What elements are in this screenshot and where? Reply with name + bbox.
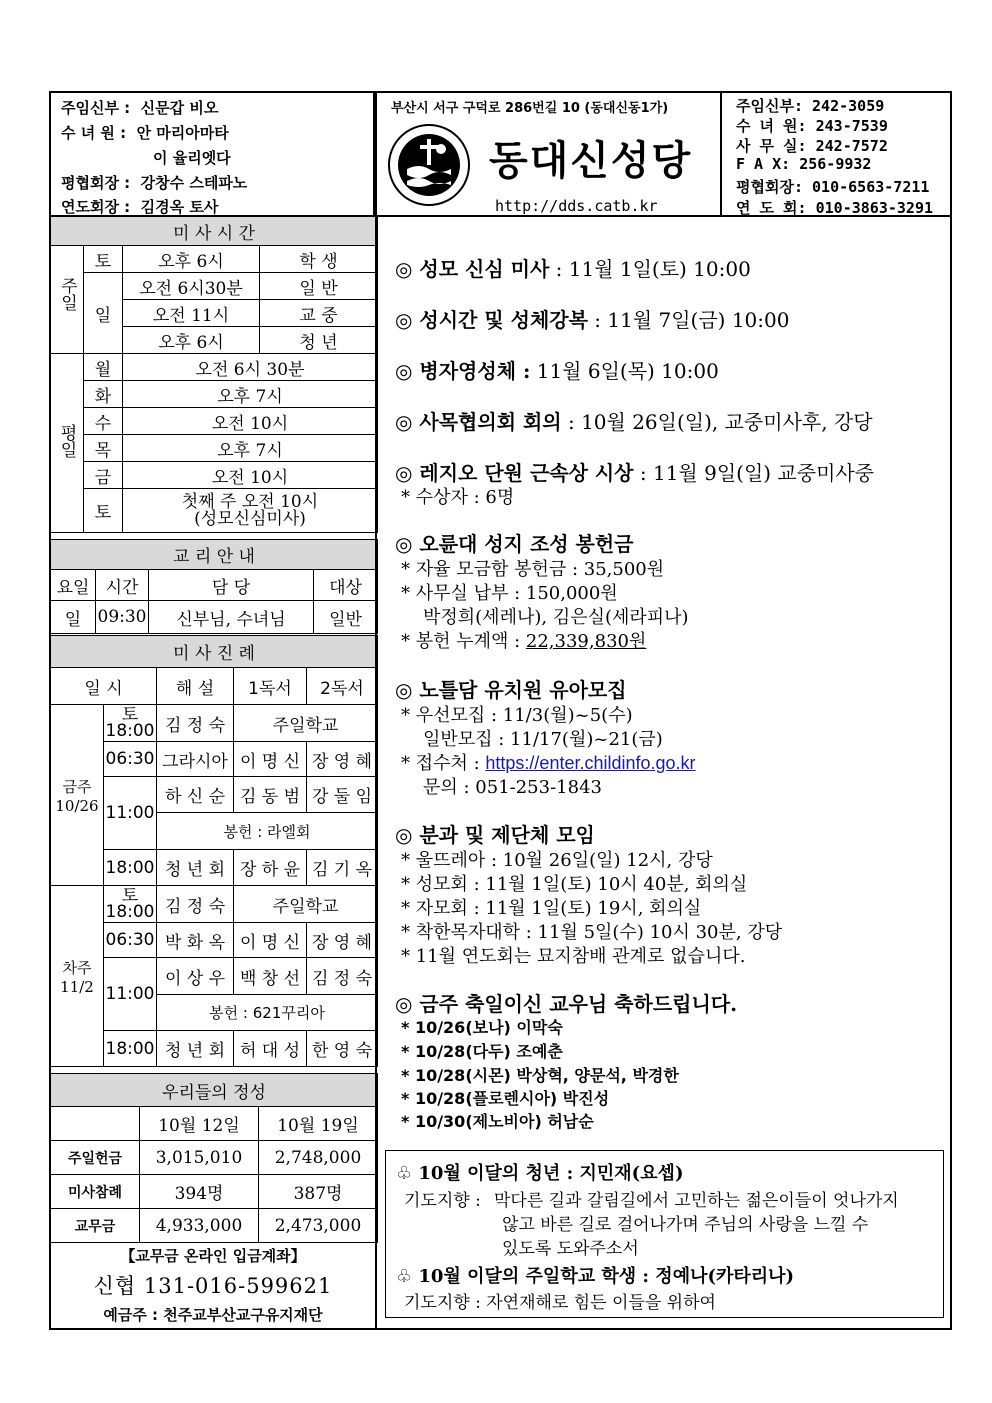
role-reader2: 한 영 숙	[307, 1031, 378, 1067]
mass-day: 금	[84, 462, 123, 489]
role-commentator: 하 신 순	[157, 777, 234, 813]
phone-row	[736, 115, 888, 136]
staff-label: 주임신부 :	[61, 99, 131, 117]
offerings-label: 미사참례	[51, 1175, 140, 1209]
church-logo-icon	[387, 123, 471, 207]
notice-title: ◎ 성시간 및 성체강복	[395, 308, 588, 332]
student-title: ♧ 10월 이달의 주일학교 학생 : 정예나(카타리나)	[396, 1266, 795, 1287]
phone-label: F A X	[736, 155, 782, 173]
notice-title: ◎ 사목협의회 회의	[395, 410, 562, 434]
staff-row	[153, 147, 231, 168]
phone-number: : 243-7539	[797, 117, 888, 135]
groups-line: * 착한목자대학 : 11월 5일(수) 10시 30분, 강당	[401, 922, 783, 943]
phone-number: : 242-7572	[797, 137, 888, 155]
notice-item	[395, 406, 873, 435]
groups-line: * 자모회 : 11월 1일(토) 19시, 회의실	[401, 898, 702, 919]
week-date: 11/2	[60, 977, 94, 996]
mass-time	[123, 489, 378, 533]
mass-day: 토	[84, 246, 123, 273]
groups-title: ◎ 분과 및 제단체 모임	[395, 823, 595, 847]
role-reader2: 김 정 숙	[307, 958, 378, 995]
staff-row	[61, 97, 218, 118]
staff-label: 연도회장 :	[61, 198, 131, 216]
phone-number: : 242-3059	[793, 97, 885, 115]
roles-header: 해 설	[157, 668, 234, 705]
role-commentator: 청 년 회	[157, 1031, 234, 1067]
weekday-label	[51, 354, 84, 533]
notice-title: ◎ 병자영성체 :	[395, 359, 531, 383]
phone-row	[736, 95, 884, 116]
kindergarten-line	[401, 749, 696, 775]
week-label-text: 금주	[62, 777, 92, 796]
role-time-text: 18:00	[105, 902, 155, 922]
catechism-cell: 일	[51, 601, 96, 634]
roles-header: 1독서	[234, 668, 307, 705]
notice-text: : 11월 9일(일) 교중미사중	[633, 461, 875, 485]
oryundae-line	[401, 627, 646, 653]
role-offering: 봉헌 : 621꾸리아	[157, 995, 378, 1031]
phone-row	[736, 155, 871, 173]
feast-line: * 10/26(보나) 이막숙	[401, 1018, 563, 1037]
role-offering: 봉헌 : 라엘회	[157, 813, 378, 850]
phone-number: : 010-3863-3291	[797, 199, 934, 217]
phone-label: 연 도 회	[736, 199, 798, 217]
phone-number: : 256-9932	[781, 155, 872, 173]
role-commentator: 그라시아	[157, 742, 234, 777]
mass-time-note: (성모신심미사)	[194, 508, 306, 529]
notice-item	[395, 304, 789, 333]
account-holder: 예금주 : 천주교부산교구유지재단	[103, 1306, 323, 1324]
mass-target: 청 년	[260, 327, 378, 354]
groups-line: * 울뜨레아 : 10월 26일(일) 12시, 강당	[401, 850, 713, 871]
staff-value: 신문갑 비오	[140, 99, 219, 117]
role-time: 18:00	[104, 850, 157, 886]
kindergarten-line: 문의 : 051-253-1843	[423, 777, 602, 798]
youth-prayer-line: 않고 바른 길로 걸어나가며 주님의 사랑을 느낄 수	[502, 1215, 869, 1235]
role-reader2: 김 기 옥	[307, 850, 378, 886]
mass-time: 오전 6시30분	[123, 273, 260, 300]
mass-roles-table	[50, 635, 378, 1067]
mass-time: 오전 6시 30분	[123, 354, 378, 381]
staff-value: 강창수 스테파노	[140, 174, 248, 192]
kindergarten-title: ◎ 노틀담 유치원 유아모집	[395, 678, 627, 702]
offerings-label: 주일헌금	[51, 1141, 140, 1175]
mass-target: 일 반	[260, 273, 378, 300]
church-url[interactable]: http://dds.catb.kr	[495, 197, 658, 215]
phone-label: 주임신부	[736, 97, 794, 115]
role-reader1: 허 대 성	[234, 1031, 307, 1067]
role-time	[104, 886, 157, 923]
mass-day: 화	[84, 381, 123, 408]
mass-time: 오후 6시	[123, 327, 260, 354]
staff-value: 이 율리엣다	[153, 149, 231, 167]
offerings-value: 4,933,000	[140, 1209, 259, 1243]
monthly-box	[385, 1150, 944, 1318]
legio-sub: * 수상자 : 6명	[401, 487, 515, 508]
notice-title: ◎ 레지오 단원 근속상 시상	[395, 461, 634, 485]
mass-time: 오후 7시	[123, 381, 378, 408]
offerings-value: 2,473,000	[259, 1209, 378, 1243]
phone-label: 수 녀 원	[736, 117, 798, 135]
offerings-date: 10월 19일	[259, 1107, 378, 1141]
role-readers: 주일학교	[234, 886, 378, 923]
staff-label: 평협회장 :	[61, 174, 131, 192]
role-reader1: 백 창 선	[234, 958, 307, 995]
feast-line: * 10/28(다두) 조예춘	[401, 1042, 563, 1061]
mass-target: 교 중	[260, 300, 378, 327]
mass-time: 오후 7시	[123, 435, 378, 462]
staff-value: 김경옥 토사	[140, 198, 219, 216]
catechism-header: 담 당	[149, 570, 314, 601]
kindergarten-line: * 우선모집 : 11/3(월)~5(수)	[401, 705, 633, 726]
groups-line: * 11월 연도회는 묘지참배 관계로 없습니다.	[401, 946, 746, 967]
oryundae-title: ◎ 오륜대 성지 조성 봉헌금	[395, 532, 634, 556]
header-left-box	[49, 91, 375, 217]
mass-time-text: 첫째 주 오전 10시	[181, 491, 319, 512]
role-reader1: 이 명 신	[234, 923, 307, 958]
feast-line: * 10/28(플로렌시아) 박진성	[401, 1089, 610, 1108]
role-day: 토	[121, 705, 139, 725]
catechism-header: 시간	[96, 570, 149, 601]
right-column	[375, 215, 952, 1330]
role-reader1: 김 동 범	[234, 777, 307, 813]
mass-time: 오전 10시	[123, 462, 378, 489]
notice-text: : 11월 7일(금) 10:00	[587, 308, 790, 332]
roles-header: 일 시	[51, 668, 157, 705]
staff-row	[61, 196, 218, 217]
notice-item	[395, 457, 874, 486]
oryundae-line: 박정희(세레나), 김은실(세라피나)	[423, 607, 689, 628]
oryundae-total-label: * 봉헌 누계액 :	[401, 631, 526, 652]
offerings-date: 10월 12일	[140, 1107, 259, 1141]
groups-line: * 성모회 : 11월 1일(토) 10시 40분, 회의실	[401, 874, 748, 895]
youth-prayer-line: 막다른 길과 갈림길에서 고민하는 젊은이들이 엇나가지	[494, 1191, 899, 1211]
roles-header: 2독서	[307, 668, 378, 705]
notice-text: 11월 6일(목) 10:00	[530, 359, 719, 383]
church-name: 동대신성당	[489, 138, 693, 184]
role-time: 11:00	[104, 777, 157, 850]
kindergarten-link[interactable]: https://enter.childinfo.go.kr	[485, 753, 696, 773]
left-column	[49, 215, 377, 1330]
mass-time: 오전 10시	[123, 408, 378, 435]
role-reader2: 장 영 혜	[307, 742, 378, 777]
role-reader2: 강 둘 임	[307, 777, 378, 813]
role-time	[104, 705, 157, 742]
account-number: 신협 131-016-599621	[93, 1274, 333, 1298]
sunday-label-text: 주일	[57, 277, 77, 311]
notice-title: ◎ 성모 신심 미사	[395, 257, 550, 281]
catechism-cell: 일반	[314, 601, 378, 634]
role-commentator: 청 년 회	[157, 850, 234, 886]
sunday-label	[51, 246, 84, 354]
staff-label: 수 녀 원 :	[61, 124, 127, 142]
kindergarten-line: 일반모집 : 11/17(월)~21(금)	[423, 729, 663, 750]
staff-row	[61, 172, 247, 193]
mass-time: 오후 6시	[123, 246, 260, 273]
role-time-text: 18:00	[105, 721, 155, 741]
week-date: 10/26	[55, 796, 99, 815]
catechism-cell: 신부님, 수녀님	[149, 601, 314, 634]
role-readers: 주일학교	[234, 705, 378, 742]
role-day: 토	[121, 886, 139, 906]
account-box	[51, 1245, 375, 1325]
mass-time: 오전 11시	[123, 300, 260, 327]
mass-times-table	[50, 216, 378, 533]
feast-line: * 10/28(시몬) 박상혁, 양문석, 박경한	[401, 1066, 679, 1085]
offerings-label: 교무금	[51, 1209, 140, 1243]
phone-row	[736, 135, 888, 156]
student-prayer: 기도지향 : 자연재해로 힘든 이들을 위하여	[404, 1293, 716, 1313]
role-reader1: 이 명 신	[234, 742, 307, 777]
role-time: 06:30	[104, 923, 157, 958]
feast-line: * 10/30(제노비아) 허남순	[401, 1112, 594, 1131]
church-address: 부산시 서구 구덕로 286번길 10 (동대신동1가)	[391, 101, 669, 116]
notice-text: : 10월 26일(일), 교중미사후, 강당	[561, 410, 873, 434]
role-commentator: 김 정 숙	[157, 886, 234, 923]
offerings-value: 2,748,000	[259, 1141, 378, 1175]
oryundae-line: * 자율 모금함 봉헌금 : 35,500원	[401, 559, 665, 580]
mass-day: 일	[84, 273, 123, 354]
feast-title: ◎ 금주 축일이신 교우님 축하드립니다.	[395, 992, 738, 1016]
offerings-value: 394명	[140, 1175, 259, 1209]
offerings-value: 387명	[259, 1175, 378, 1209]
mass-times-title: 미 사 시 간	[51, 217, 378, 246]
catechism-header: 요일	[51, 570, 96, 601]
week-label	[51, 886, 104, 1067]
mass-roles-title: 미 사 진 례	[51, 636, 378, 668]
mass-day: 수	[84, 408, 123, 435]
offerings-blank	[51, 1107, 140, 1141]
weekday-label-text: 평일	[56, 423, 77, 458]
mass-day: 토	[84, 489, 123, 533]
staff-value: 안 마리아마타	[136, 124, 229, 142]
mass-day: 월	[84, 354, 123, 381]
notice-item	[395, 253, 751, 282]
catechism-table	[50, 539, 378, 634]
mass-day: 목	[84, 435, 123, 462]
youth-prayer-line: 있도록 도와주소서	[502, 1239, 639, 1259]
role-time: 06:30	[104, 742, 157, 777]
youth-title: ♧ 10월 이달의 청년 : 지민재(요셉)	[396, 1163, 684, 1184]
catechism-cell: 09:30	[96, 601, 149, 634]
mass-target: 학 생	[260, 246, 378, 273]
phone-row	[736, 176, 929, 197]
notice-text: : 11월 1일(토) 10:00	[549, 257, 751, 281]
phone-label: 평협회장	[736, 178, 794, 196]
phone-number: : 010-6563-7211	[793, 178, 930, 196]
week-label-text: 차주	[62, 958, 92, 977]
role-reader2: 장 영 혜	[307, 923, 378, 958]
role-reader1: 장 하 윤	[234, 850, 307, 886]
header-middle-box	[375, 91, 722, 217]
header-right-box	[720, 91, 952, 217]
oryundae-total: 22,339,830원	[525, 631, 647, 652]
youth-prayer-label: 기도지향 :	[404, 1191, 481, 1211]
oryundae-line: * 사무실 납부 : 150,000원	[401, 583, 618, 604]
offerings-title: 우리들의 정성	[51, 1074, 378, 1107]
role-commentator: 박 화 옥	[157, 923, 234, 958]
catechism-title: 교 리 안 내	[51, 540, 378, 570]
offerings-value: 3,015,010	[140, 1141, 259, 1175]
account-title: 【교무금 온라인 입금계좌】	[120, 1247, 306, 1265]
kindergarten-link-label: * 접수처 :	[401, 753, 486, 774]
role-commentator: 이 상 우	[157, 958, 234, 995]
catechism-header: 대상	[314, 570, 378, 601]
phone-label: 사 무 실	[736, 137, 798, 155]
role-time: 18:00	[104, 1031, 157, 1067]
role-time: 11:00	[104, 958, 157, 1031]
role-commentator: 김 정 숙	[157, 705, 234, 742]
staff-row	[61, 122, 229, 143]
notice-item	[395, 355, 719, 384]
offerings-table	[50, 1073, 378, 1243]
week-label	[51, 705, 104, 886]
